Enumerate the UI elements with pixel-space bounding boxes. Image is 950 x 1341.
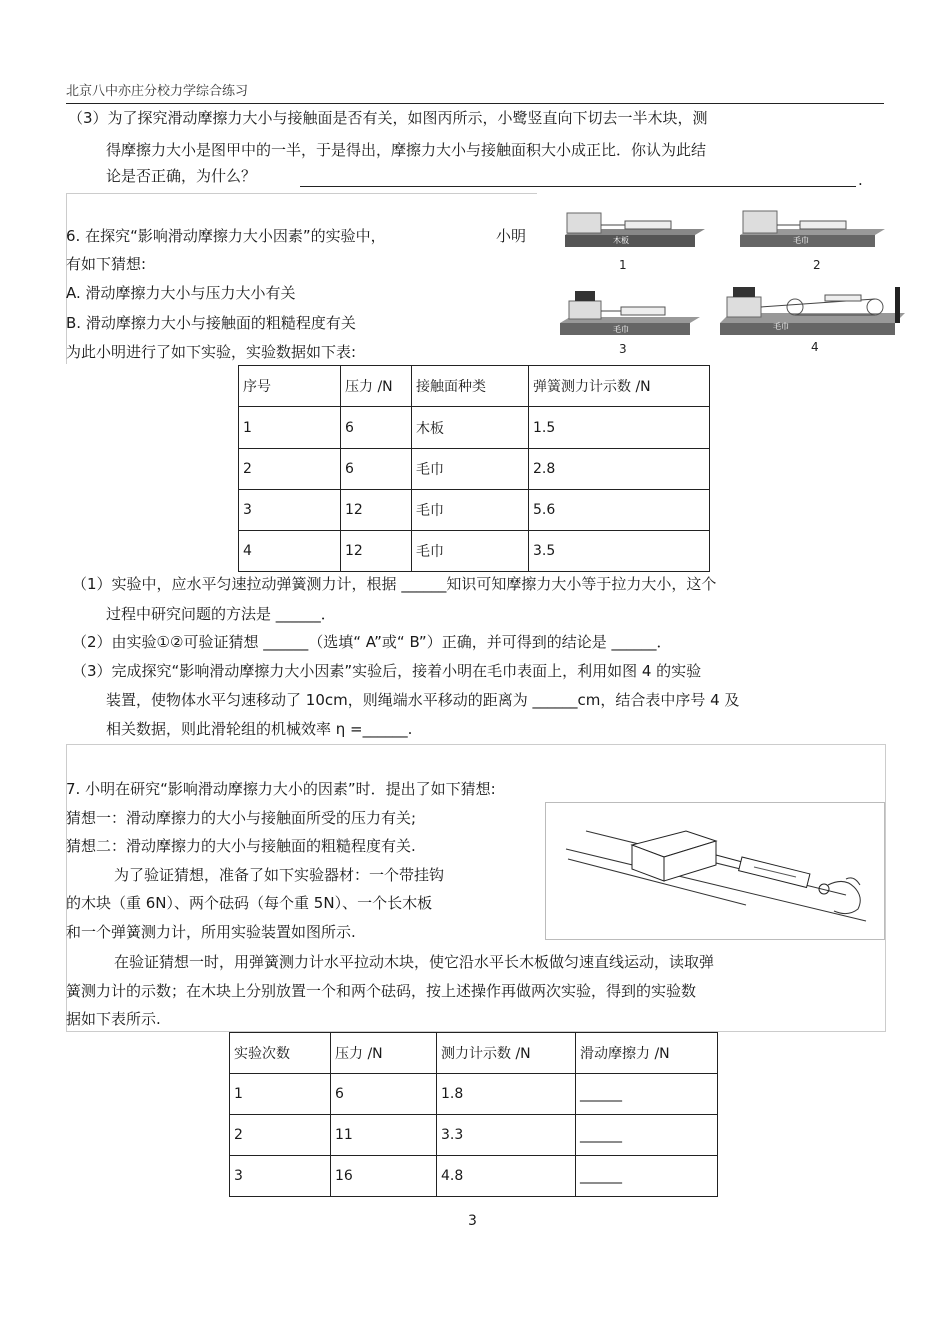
figure-1-tag: 木板	[613, 236, 629, 245]
answer-blank-line[interactable]	[300, 186, 856, 187]
q6-part3-line2: 装置，使物体水平匀速移动了 10cm，则绳端水平移动的距离为 ______cm，结合表中序号 4 及	[106, 691, 740, 709]
col-header: 压力 /N	[331, 1033, 437, 1074]
q6-guess-a: A. 滑动摩擦力大小与压力大小有关	[66, 284, 296, 302]
table-cell: 2	[230, 1115, 331, 1156]
col-header: 测力计示数 /N	[437, 1033, 576, 1074]
q5-part3-line3: 论是否正确，为什么？	[106, 167, 257, 185]
q7-figure-frame	[545, 802, 885, 940]
header-rule	[66, 103, 884, 104]
figure-1-wood-board	[565, 213, 705, 272]
table-cell: 毛巾	[412, 490, 529, 531]
table-cell: 木板	[412, 407, 529, 449]
table-cell: 2.8	[529, 449, 710, 490]
table-cell: 1	[239, 407, 341, 449]
figure-4-label: 4	[811, 340, 819, 354]
q6-intro-line2: 有如下猜想:	[66, 255, 147, 273]
q7-para-line3: 和一个弹簧测力计，所用实验装置如图所示.	[66, 923, 356, 941]
q6-intro-name: 小明	[496, 227, 527, 245]
table-cell: 6	[341, 407, 412, 449]
col-header: 实验次数	[230, 1033, 331, 1074]
q7-intro: 7. 小明在研究“影响滑动摩擦力大小的因素”时．提出了如下猜想:	[66, 780, 496, 798]
table-cell: 11	[331, 1115, 437, 1156]
table-row	[230, 1115, 718, 1156]
table-row	[230, 1156, 718, 1197]
table-cell: 毛巾	[412, 449, 529, 490]
q5-end-period: .	[858, 171, 863, 189]
col-header: 滑动摩擦力 /N	[576, 1033, 718, 1074]
table-cell: 6	[341, 449, 412, 490]
figure-3-tag: 毛巾	[613, 325, 629, 334]
q6-frame	[66, 193, 537, 364]
table-row	[239, 490, 710, 531]
table-row	[239, 449, 710, 490]
table-cell: 4	[239, 531, 341, 572]
col-header: 序号	[239, 366, 341, 407]
table-row	[239, 531, 710, 572]
table-cell: 12	[341, 531, 412, 572]
answer-blank-cell[interactable]: ______	[576, 1074, 718, 1115]
q7-apparatus-figure	[546, 803, 884, 939]
q6-part1-line2: 过程中研究问题的方法是 ______．	[106, 605, 336, 623]
table-cell: 6	[331, 1074, 437, 1115]
page-number: 3	[468, 1213, 477, 1229]
col-header: 压力 /N	[341, 366, 412, 407]
q7-para-line1: 为了验证猜想，准备了如下实验器材：一个带挂钩	[114, 866, 445, 884]
q6-part1-line1: （1）实验中，应水平匀速拉动弹簧测力计，根据 ______知识可知摩擦力大小等于拉力大小，这个	[72, 575, 717, 593]
table-cell: 16	[331, 1156, 437, 1197]
table-cell: 2	[239, 449, 341, 490]
col-header: 接触面种类	[412, 366, 529, 407]
q6-part3-line3: 相关数据，则此滑轮组的机械效率 η =______.	[106, 720, 413, 738]
answer-blank-cell[interactable]: ______	[576, 1115, 718, 1156]
table-header-row	[239, 366, 710, 407]
figure-3-label: 3	[619, 342, 627, 355]
table-cell: 3.3	[437, 1115, 576, 1156]
table-cell: 3.5	[529, 531, 710, 572]
q7-para-line6: 据如下表所示.	[66, 1010, 161, 1028]
table-header-row	[230, 1033, 718, 1074]
q7-data-table	[229, 1032, 718, 1197]
q7-para-line5: 簧测力计的示数；在木块上分别放置一个和两个砝码，按上述操作再做两次实验，得到的实验数	[66, 982, 697, 1000]
q6-intro-line1: 6. 在探究“影响滑动摩擦力大小因素”的实验中，	[66, 227, 386, 245]
table-cell: 毛巾	[412, 531, 529, 572]
table-cell: 3	[230, 1156, 331, 1197]
figure-2-towel	[740, 211, 885, 272]
page-header: 北京八中亦庄分校力学综合练习	[66, 84, 249, 99]
table-cell: 12	[341, 490, 412, 531]
q7-para-line4: 在验证猜想一时，用弹簧测力计水平拉动木块，使它沿水平长木板做匀速直线运动，读取弹	[114, 953, 715, 971]
col-header: 弹簧测力计示数 /N	[529, 366, 710, 407]
table-cell: 1.5	[529, 407, 710, 449]
q6-guess-b: B. 滑动摩擦力大小与接触面的粗糙程度有关	[66, 314, 356, 332]
q6-part2-line1: （2）由实验①②可验证猜想 ______（选填“ A”或“ B”）正确，并可得到的结论是 ______．	[72, 633, 672, 651]
figure-2-tag: 毛巾	[793, 236, 809, 245]
q6-experiment-figures	[555, 205, 915, 355]
figure-4-pulley	[720, 287, 905, 354]
table-row	[230, 1074, 718, 1115]
table-cell: 5.6	[529, 490, 710, 531]
figure-2-label: 2	[813, 258, 821, 272]
q6-part3-line1: （3）完成探究“影响滑动摩擦力大小因素”实验后，接着小明在毛巾表面上，利用如图 4 的实验	[72, 662, 702, 680]
figure-1-label: 1	[619, 258, 627, 272]
q7-guess2: 猜想二：滑动摩擦力的大小与接触面的粗糙程度有关.	[66, 837, 416, 855]
figure-3-towel-weight	[560, 291, 700, 355]
table-cell: 1	[230, 1074, 331, 1115]
figure-4-tag: 毛巾	[773, 322, 789, 331]
q6-intro-line3: 为此小明进行了如下实验，实验数据如下表:	[66, 343, 357, 361]
table-cell: 3	[239, 490, 341, 531]
table-cell: 4.8	[437, 1156, 576, 1197]
q6-data-table	[238, 365, 710, 572]
table-cell: 1.8	[437, 1074, 576, 1115]
answer-blank-cell[interactable]: ______	[576, 1156, 718, 1197]
q7-para-line2: 的木块（重 6N）、两个砝码（每个重 5N）、一个长木板	[66, 894, 433, 912]
q5-part3-line2: 得摩擦力大小是图甲中的一半，于是得出，摩擦力大小与接触面积大小成正比．你认为此结	[106, 141, 707, 159]
table-row	[239, 407, 710, 449]
q5-part3-line1: （3）为了探究滑动摩擦力大小与接触面是否有关，如图丙所示，小鹭竖直向下切去一半木块，测	[68, 109, 708, 127]
q7-guess1: 猜想一：滑动摩擦力的大小与接触面所受的压力有关;	[66, 809, 417, 827]
